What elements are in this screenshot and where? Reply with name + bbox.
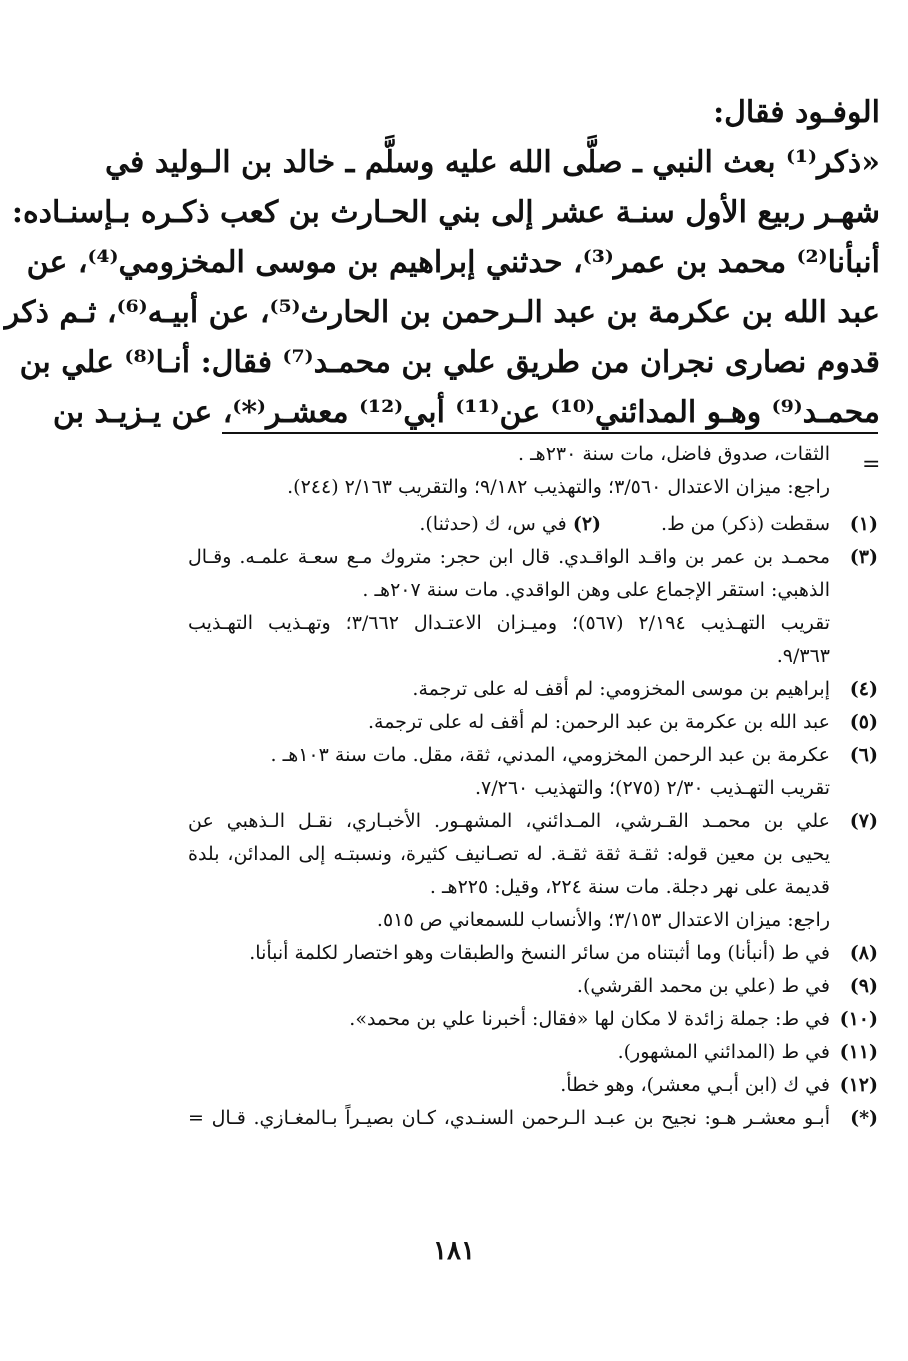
footnote-number: (١١) (839, 1041, 878, 1063)
footnote-line: ٩/٣٦٣. (776, 645, 830, 667)
footnote-9 (188, 970, 878, 1003)
footnote-continuation (188, 438, 881, 504)
main-text-line: الوفـود فقال: (713, 95, 880, 130)
footnote-line: يحيى بن معين قوله: ثقـة ثقة ثقـة. له تصـانيف كثيرة، ونسبتـه إلى المدائن، بلدة (188, 843, 830, 865)
footnote-3 (188, 541, 878, 673)
footnote-1-2 (188, 508, 878, 541)
footnote-number: (٦) (849, 744, 878, 766)
footnote-number: (٨) (849, 942, 878, 964)
footnote-number: (٧) (849, 810, 878, 832)
main-text-line: شهـر ربيع الأول سنـة عشر إلى بني الحـارث بن كعب ذكـره بـإسنـاده: (11, 195, 880, 230)
footnote-text: إبراهيم بن موسى المخزومي: لم أقف له على ترجمة. (412, 678, 830, 700)
footnote-number: (١٢) (839, 1074, 878, 1096)
footnote-8 (188, 937, 878, 970)
footnote-line: تقريب التهـذيب ٢/٣٠ (٢٧٥)؛ والتهذيب ٧/٢٦٠. (474, 777, 830, 799)
footnote-number: (*) (850, 1107, 878, 1129)
footnote-line: تقريب التهـذيب ٢/١٩٤ (٥٦٧)؛ وميـزان الاعتـدال ٣/٦٦٢؛ وتهـذيب التهـذيب (188, 612, 830, 634)
footnote-12 (188, 1069, 878, 1102)
footnote-number: (٢) (572, 513, 602, 535)
footnote-text: في ط: جملة زائدة لا مكان لها «فقال: أخبرنا علي بن محمد». (349, 1008, 830, 1030)
footnote-text: في س، ك (حدثنا). (419, 513, 567, 535)
footnote-text: في ط (المدائني المشهور). (617, 1041, 830, 1063)
footnote-line: محمـد بن عمر بن واقـد الواقـدي. قال ابن حجر: متروك مـع سعـة علمـه. وقـال (188, 546, 831, 568)
footnote-number: (٩) (849, 975, 878, 997)
main-text-line: محمـد⁽⁹⁾ وهـو المدائني⁽¹⁰⁾ عن⁽¹¹⁾ أبي⁽¹²⁾ معشـر⁽*⁾، عن يـزيـد بن (52, 395, 880, 430)
footnote-line: راجع: ميزان الاعتدال ٣/٥٦٠؛ والتهذيب ٩/١٨٢؛ والتقريب ٢/١٦٣ (٢٤٤). (287, 476, 830, 498)
continuation-mark-right: = (862, 452, 881, 477)
footnote-11 (188, 1036, 878, 1069)
footnote-line: قديمة على نهر دجلة. مات سنة ٢٢٤، وقيل: ٢٢٥هـ . (429, 876, 830, 898)
footnote-text: عبد الله بن عكرمة بن عبد الرحمن: لم أقف له على ترجمة. (367, 711, 830, 733)
footnote-star (188, 1102, 878, 1135)
footnote-7 (188, 805, 878, 937)
footnote-number: (١) (849, 513, 878, 535)
footnote-separator (222, 432, 878, 434)
footnote-text: في ط (أنبأنا) وما أثبتناه من سائر النسخ والطبقات وهو اختصار لكلمة أنبأنا. (249, 942, 830, 964)
footnote-line: علي بن محمـد القـرشي، المـدائني، المشهـور. الأخبـاري، نقـل الـذهبي عن (188, 810, 830, 832)
footnote-line: راجع: ميزان الاعتدال ٣/١٥٣؛ والأنساب للسمعاني ص ٥١٥. (376, 909, 830, 931)
footnote-text: في ط (علي بن محمد القرشي). (576, 975, 830, 997)
footnote-4 (188, 673, 878, 706)
footnote-text: في ك (ابن أبـي معشر)، وهو خطأ. (560, 1074, 830, 1096)
footnote-line: عكرمة بن عبد الرحمن المخزومي، المدني، ثقة، مقل. مات سنة ١٠٣هـ . (270, 744, 830, 766)
main-text-line: قدوم نصارى نجران من طريق علي بن محمـد⁽⁷⁾ فقال: أنـا⁽⁸⁾ علي بن (19, 345, 880, 380)
main-text-line: أنبأنا⁽²⁾ محمد بن عمر⁽³⁾، حدثني إبراهيم بن موسى المخزومي⁽⁴⁾، عن (26, 245, 880, 280)
footnote-line: الثقات، صدوق فاضل، مات سنة ٢٣٠هـ . (518, 443, 830, 465)
main-text-line: «ذكر⁽¹⁾ بعث النبي ـ صلَّى الله عليه وسلَّم ـ خالد بن الـوليد في (105, 145, 880, 180)
footnote-number: (٤) (849, 678, 878, 700)
main-text-line: عبد الله بن عكرمة بن عبد الـرحمن بن الحارث⁽⁵⁾، عن أبيـه⁽⁶⁾، ثـم ذكر (4, 295, 880, 330)
footnotes (188, 438, 881, 1135)
footnote-6 (188, 739, 878, 805)
main-text (4, 88, 880, 438)
footnote-10 (188, 1003, 878, 1036)
footnote-5 (188, 706, 878, 739)
footnote-text: سقطت (ذكر) من ط. (661, 513, 830, 535)
footnote-number: (٥) (849, 711, 878, 733)
footnote-line: الذهبي: استقر الإجماع على وهن الواقدي. مات سنة ٢٠٧هـ . (362, 579, 830, 601)
footnote-number: (١٠) (839, 1008, 878, 1030)
footnote-text: أبـو معشـر هـو: نجيح بن عبـد الـرحمن السنـدي، كـان بصيـراً بـالمغـازي. قـال = (188, 1107, 830, 1129)
page-number: ١٨١ (433, 1236, 475, 1266)
footnote-number: (٣) (849, 546, 878, 568)
